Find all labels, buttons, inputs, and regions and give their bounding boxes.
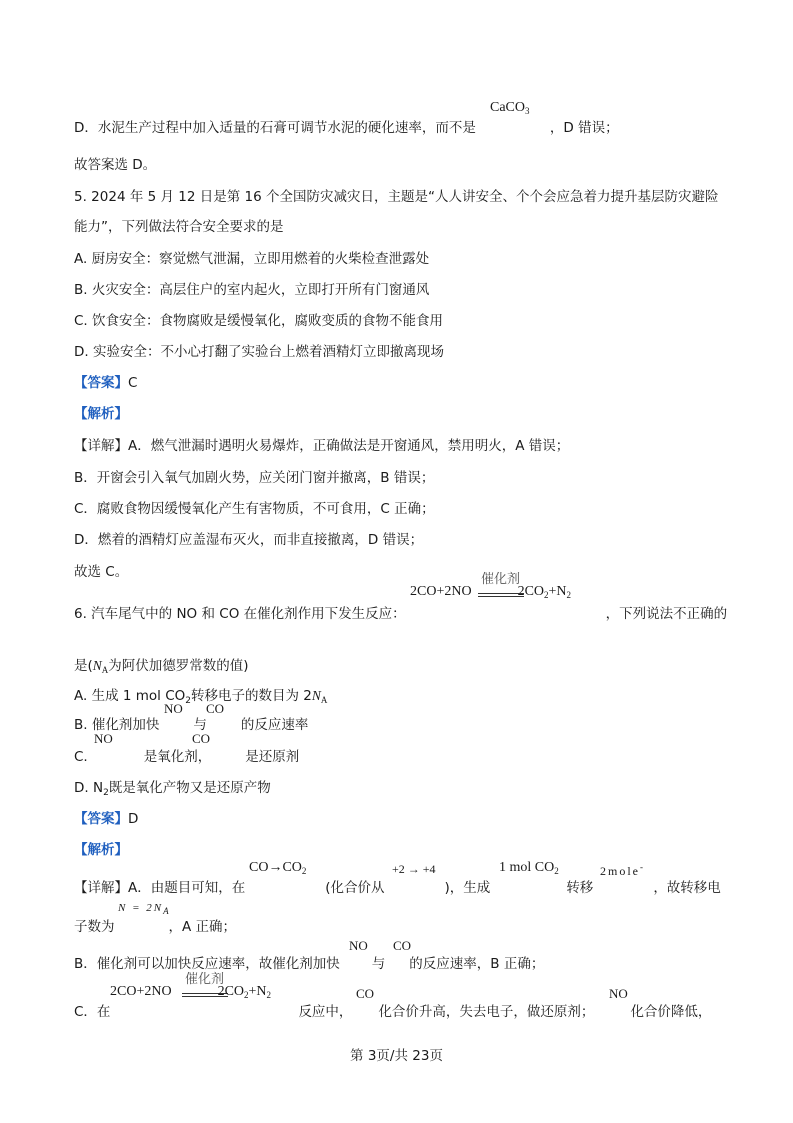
q6-option-d: D. $N_2$既是氧化产物又是还原产物 bbox=[74, 780, 271, 798]
q6-option-b-no: NO bbox=[164, 701, 183, 716]
q6-detail-c-equation: 2CO+2NO $2CO_2+N_2$ bbox=[110, 984, 272, 1000]
q5-option-b: B. 火灾安全：高层住户的室内起火，立即打开所有门窗通风 bbox=[74, 282, 430, 298]
q6-stem-line-2: 是($N_A$为阿伏加德罗常数的值) bbox=[74, 658, 249, 675]
q5-answer: 【答案】C bbox=[74, 375, 138, 391]
q6-detail-a-line-2: 子数为 ，A 正确； bbox=[74, 919, 237, 935]
caco3-formula: CaCO$_3$ bbox=[490, 100, 530, 116]
q5-option-a: A. 厨房安全：察觉燃气泄漏，立即用燃着的火柴检查泄露处 bbox=[74, 251, 430, 267]
q6-equation-catalyst: 催化剂 bbox=[481, 571, 521, 586]
q6-option-c-no: NO bbox=[94, 731, 113, 746]
q5-detail-a: 【详解】A．燃气泄漏时遇明火易爆炸，正确做法是开窗通风，禁用明火，A 错误； bbox=[74, 438, 570, 454]
q6-detail-c-catalyst: 催化剂 bbox=[185, 971, 225, 986]
q6-detail-a-line-1: 【详解】A．由题目可知，在 (化合价从 )，生成 转移 ，故转移电 bbox=[74, 880, 721, 896]
q6-equation: 2CO+2NO $2CO_2+N_2$ bbox=[410, 584, 572, 600]
one-mol-co2-formula: 1 mol $CO_2$ bbox=[499, 860, 559, 876]
q6-answer: 【答案】D bbox=[74, 811, 139, 827]
page-footer: 第 3页/共 23页 bbox=[350, 1048, 443, 1064]
q5-detail-d: D．燃着的酒精灯应盖湿布灭火，而非直接撤离，D 错误； bbox=[74, 532, 424, 548]
q6-option-a: A. 生成 1 mol $CO_2$转移电子的数目为 $2N_A$ bbox=[74, 688, 328, 706]
valence-change-formula: +2 → +4 bbox=[392, 862, 436, 876]
q5-detail-b: B．开窗会引入氧气加剧火势，应关闭门窗并撤离，B 错误； bbox=[74, 470, 435, 486]
q5-detail-c: C．腐败食物因缓慢氧化产生有害物质，不可食用，C 正确； bbox=[74, 501, 435, 517]
q6-option-c: C. 是氧化剂， 是还原剂 bbox=[74, 749, 300, 765]
q5-stem-line-2: 能力”，下列做法符合安全要求的是 bbox=[74, 219, 284, 235]
q5-option-d: D. 实验安全：不小心打翻了实验台上燃着酒精灯立即撤离现场 bbox=[74, 344, 444, 360]
equals-bar-icon bbox=[478, 593, 524, 597]
q5-option-c: C. 饮食安全：食物腐败是缓慢氧化，腐败变质的食物不能食用 bbox=[74, 313, 444, 329]
q4-option-d-text: D．水泥生产过程中加入适量的石膏可调节水泥的硬化速率，而不是 ，D 错误； bbox=[74, 120, 619, 136]
q6-detail-b-co: CO bbox=[393, 938, 412, 953]
co-to-co2-formula: $CO\to CO_2$ bbox=[249, 860, 307, 876]
q6-option-b: B. 催化剂加快 与 的反应速率 bbox=[74, 717, 309, 733]
q6-detail-b-no: NO bbox=[349, 938, 368, 953]
q6-option-b-co: CO bbox=[206, 701, 225, 716]
q6-detail-c: C．在 反应中， 化合价升高，失去电子，做还原剂； 化合价降低， bbox=[74, 1004, 712, 1020]
q6-detail-c-no: NO bbox=[609, 986, 628, 1001]
q6-analysis-label: 【解析】 bbox=[74, 842, 128, 858]
q6-stem-line-1: 6. 汽车尾气中的 NO 和 CO 在催化剂作用下发生反应： ，下列说法不正确的 bbox=[74, 606, 728, 622]
q6-detail-c-co: CO bbox=[356, 986, 375, 1001]
q6-detail-b: B．催化剂可以加快反应速率，故催化剂加快 与 的反应速率，B 正确； bbox=[74, 956, 545, 972]
q5-stem-line-1: 5. 2024 年 5 月 12 日是第 16 个全国防灾减灾日，主题是“人人讲安全、个个会应急着力提升基层防灾避险 bbox=[74, 189, 719, 205]
q5-conclusion: 故选 C。 bbox=[74, 564, 129, 580]
q6-option-c-co: CO bbox=[192, 731, 211, 746]
n-equals-2na-formula: $N = 2N_A$ bbox=[118, 902, 171, 916]
two-mol-electron-formula: 2mole- bbox=[600, 862, 645, 878]
q5-analysis-label: 【解析】 bbox=[74, 406, 128, 422]
q4-conclusion: 故答案选 D。 bbox=[74, 157, 157, 173]
